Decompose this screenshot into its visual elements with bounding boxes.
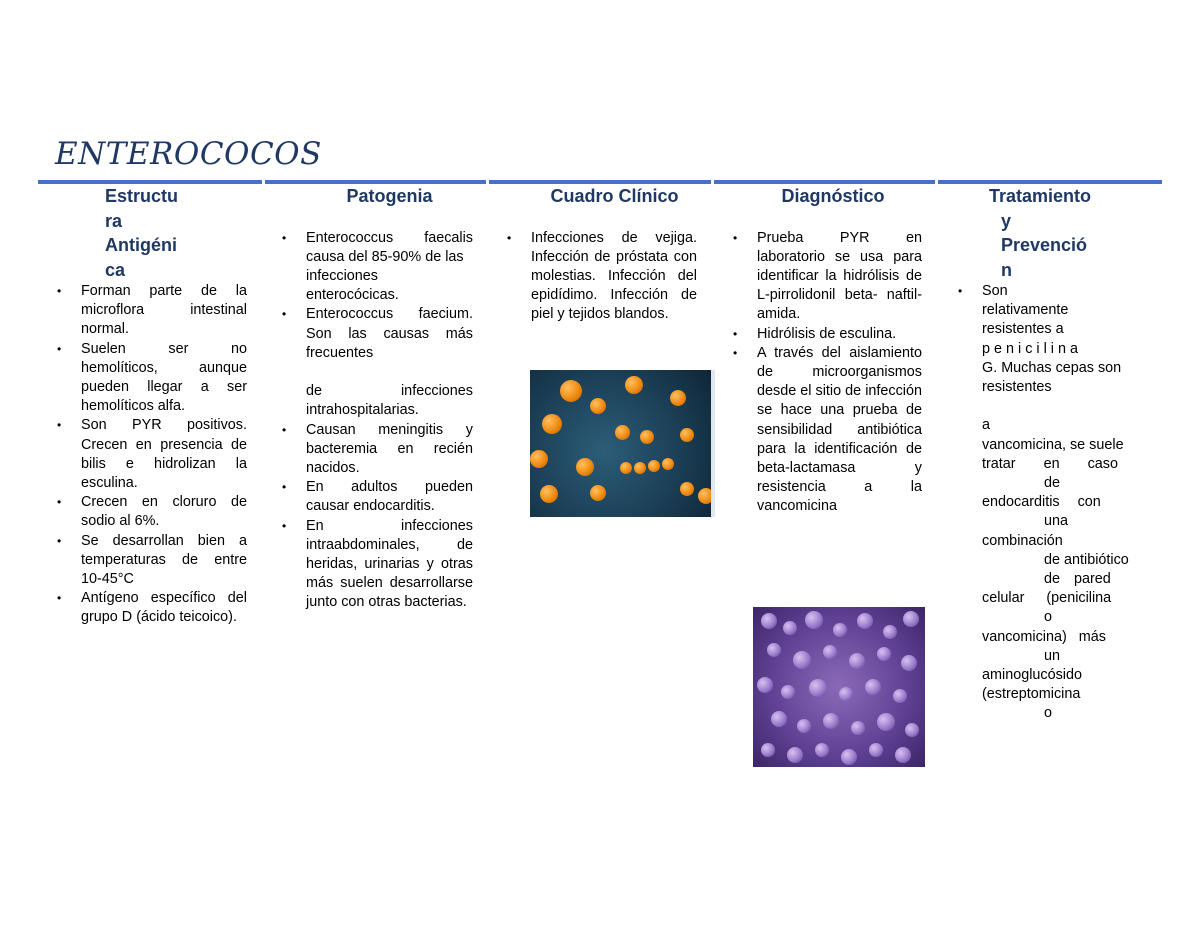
column-heading: Tratamiento y Prevenció n — [989, 186, 1092, 280]
column-patogenia — [282, 184, 473, 613]
list-item: • Enterococcus faecalis causa del 85-90% de las infecciones enterocócicas. — [282, 229, 473, 304]
bullet-list — [57, 282, 247, 628]
column-diagnostico — [733, 184, 922, 517]
list-item: • Se desarrollan bien a temperaturas de entre 10-45°C — [57, 532, 247, 588]
list-item: • Son PYR positivos. Crecen en presencia de bilis e hidrolizan la esculina. — [57, 417, 247, 492]
rule-divider — [262, 179, 265, 185]
page-title: ENTEROCOCOS — [55, 136, 322, 172]
bullet-list — [507, 229, 697, 325]
column-cuadro-clinico — [507, 184, 697, 325]
list-item: • A través del aislamiento de microorganismos desde el sitio de infección se hace una prueba de sensibilidad antibiótica para la identificación de beta-lactamasa y resistencia a la vancomicina — [733, 344, 922, 515]
column-heading: Estructu ra Antigéni ca — [105, 186, 179, 280]
list-item: • Hidrólisis de esculina. — [733, 325, 897, 342]
column-estructura — [57, 184, 247, 628]
enterococcus-micrograph-orange — [530, 370, 715, 517]
enterococcus-micrograph-purple — [753, 607, 925, 767]
bullet-list — [282, 229, 473, 613]
list-item: • Causan meningitis y bacteremia en recién nacidos. — [282, 421, 473, 476]
column-heading: Cuadro Clínico — [550, 186, 679, 206]
bullet-list — [733, 229, 922, 517]
list-item: • En adultos pueden causar endocarditis. — [282, 479, 473, 515]
list-item: • En infecciones intraabdominales, de heridas, urinarias y otras más suelen desarrollarse junto con otras bacterias. — [282, 517, 473, 611]
list-item: • Enterococcus faecium. Son las causas más frecuentes de infecciones intrahospitalarias. — [282, 306, 473, 419]
list-item: • Infecciones de vejiga. Infección de próstata con molestias. Infección del epidídimo. Infección de piel y tejidos blandos. — [507, 229, 697, 323]
list-item: • Prueba PYR en laboratorio se usa para identificar la hidrólisis de L-pirrolidonil beta- naftil-amida. — [733, 229, 922, 323]
list-item: • Suelen ser no hemolíticos, aunque pueden llegar a ser hemolíticos alfa. — [57, 340, 247, 415]
column-heading: Diagnóstico — [781, 186, 885, 206]
column-tratamiento — [958, 184, 1144, 724]
bullet-list — [958, 282, 1144, 724]
list-item: • Crecen en cloruro de sodio al 6%. — [57, 494, 247, 530]
list-item: • Son relativamente resistentes a p e n i c i l i n a G. Muchas cepas son resistentes a vancomicina, se suele tratar en caso de endocarditis con una combinación de antibiótico de pared celular (penicilina o vancomicina) más un aminoglucósido (estreptomicina o — [958, 283, 1129, 722]
column-heading: Patogenia — [346, 186, 433, 206]
list-item: • Forman parte de la microflora intestinal normal. — [57, 283, 247, 338]
list-item: • Antígeno específico del grupo D (ácido teicoico). — [57, 590, 247, 626]
